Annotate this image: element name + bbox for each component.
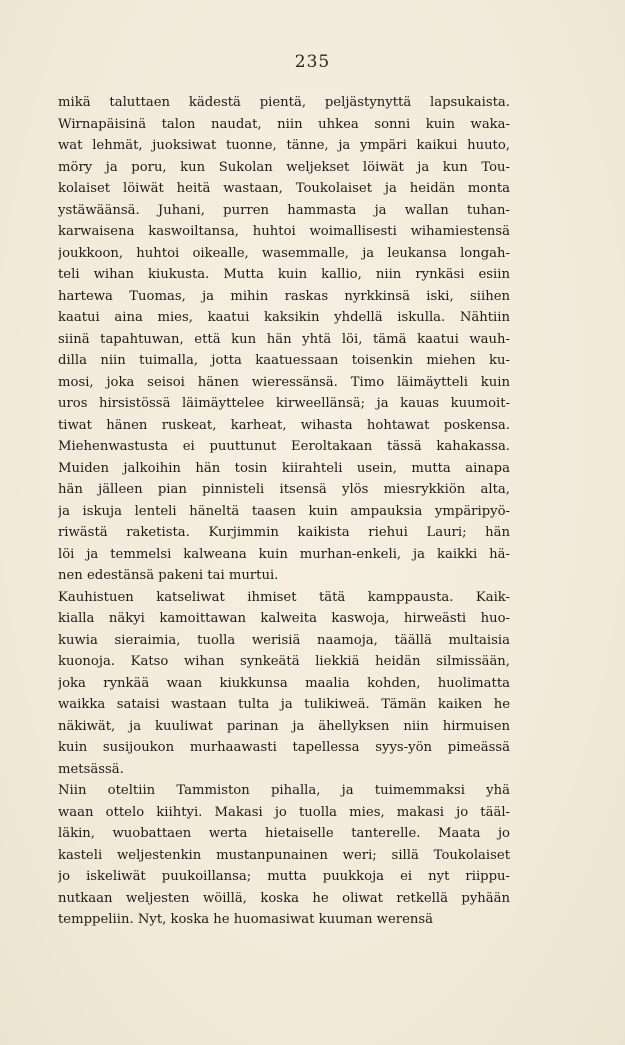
- text-line: kialla näkyi kamoittawan kalweita kaswoja, hirweästi huo-: [58, 611, 510, 626]
- text-line: joka rynkää waan kiukkunsa maalia kohden, huolimatta: [58, 675, 510, 691]
- text-line: waan ottelo kiihtyi. Makasi jo tuolla mies, makasi jo tääl-: [58, 804, 510, 820]
- text-line: mosi, joka seisoi hänen wieressänsä. Timo läimäytteli kuin: [58, 374, 510, 390]
- text-line: waikka sataisi wastaan tulta ja tulikiweä. Tämän kaiken he: [58, 697, 510, 712]
- text-line: mikä taluttaen kädestä pientä, peljästynyttä lapsukaista.: [58, 95, 510, 110]
- page-number: 235: [294, 52, 331, 72]
- text-line: kaatui aina mies, kaatui kaksikin yhdellä iskulla. Nähtiin: [58, 310, 510, 325]
- text-line: nen edestänsä pakeni tai murtui.: [58, 568, 279, 583]
- text-line: dilla niin tuimalla, jotta kaatuessaan toisenkin miehen ku-: [58, 353, 510, 368]
- text-line: tiwat hänen ruskeat, karheat, wihasta hohtawat poskensa.: [58, 417, 510, 433]
- text-line: hartewa Tuomas, ja mihin raskas nyrkkinsä iski, siihen: [58, 288, 510, 304]
- text-line: kuin susijoukon murhaawasti tapellessa syys-yön pimeässä: [58, 740, 510, 755]
- text-line: nutkaan weljesten wöillä, koska he oliwat retkellä pyhään: [58, 890, 510, 906]
- paragraph: [58, 780, 510, 931]
- text-line: karwaisena kaswoiltansa, huhtoi woimallisesti wihamiestensä: [58, 224, 510, 239]
- text-line: uros hirsistössä läimäyttelee kirweellänsä; ja kauas kuumoit-: [58, 396, 510, 411]
- text-line: kuwia sieraimia, tuolla werisiä naamoja, täällä multaisia: [58, 632, 510, 648]
- text-line: kasteli weljestenkin mustanpunainen weri; sillä Toukolaiset: [58, 847, 510, 863]
- text-line: Kauhistuen katseliwat ihmiset tätä kamppausta. Kaik-: [58, 589, 510, 605]
- text-line: siinä tapahtuwan, että kun hän yhtä löi, tämä kaatui wauh-: [58, 331, 510, 347]
- text-line: löi ja temmelsi kalweana kuin murhan-enkeli, ja kaikki hä-: [58, 546, 510, 562]
- text-line: kuonoja. Katso wihan synkeätä liekkiä heidän silmissään,: [58, 654, 510, 669]
- body-text: [58, 92, 510, 931]
- text-line: temppeliin. Nyt, koska he huomasiwat kuuman werensä: [58, 912, 434, 927]
- text-line: läkin, wuobattaen werta hietaiselle tanterelle. Maata jo: [58, 826, 510, 841]
- text-line: Miehenwastusta ei puuttunut Eeroltakaan tässä kahakassa.: [58, 439, 510, 454]
- text-line: ja iskuja lenteli häneltä taasen kuin ampauksia ympäripyö-: [58, 503, 510, 519]
- text-line: Niin oteltiin Tammiston pihalla, ja tuimemmaksi yhä: [58, 783, 510, 798]
- text-line: teli wihan kiukusta. Mutta kuin kallio, niin rynkäsi esiin: [58, 267, 510, 282]
- text-line: Muiden jalkoihin hän tosin kiirahteli usein, mutta ainapa: [58, 460, 510, 476]
- paragraph: [58, 587, 510, 781]
- text-line: riwästä raketista. Kurjimmin kaikista riehui Lauri; hän: [58, 525, 510, 540]
- text-line: joukkoon, huhtoi oikealle, wasemmalle, ja leukansa longah-: [58, 245, 510, 261]
- text-line: möry ja poru, kun Sukolan weljekset löiwät ja kun Tou-: [58, 159, 510, 175]
- text-line: näkiwät, ja kuuliwat parinan ja ähellyksen niin hirmuisen: [58, 718, 510, 734]
- text-line: kolaiset löiwät heitä wastaan, Toukolaiset ja heidän monta: [58, 181, 510, 196]
- paragraph: [58, 92, 510, 587]
- text-line: jo iskeliwät puukoillansa; mutta puukkoja ei nyt riippu-: [58, 869, 510, 884]
- text-line: hän jälleen pian pinnisteli itsensä ylös miesrykkiön alta,: [58, 482, 510, 497]
- text-line: ystäwäänsä. Juhani, purren hammasta ja wallan tuhan-: [58, 202, 510, 218]
- text-line: Wirnapäisinä talon naudat, niin uhkea sonni kuin waka-: [58, 116, 510, 132]
- text-line: metsässä.: [58, 761, 124, 777]
- text-line: wat lehmät, juoksiwat tuonne, tänne, ja ympäri kaikui huuto,: [58, 138, 510, 153]
